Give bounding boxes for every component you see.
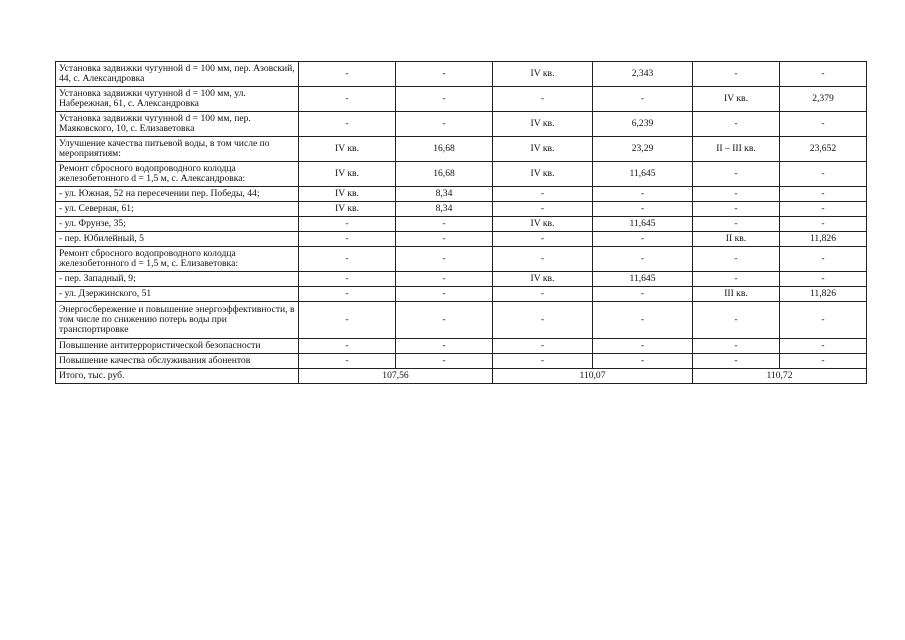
- cell: IV кв.: [493, 217, 593, 232]
- cell: 11,645: [593, 162, 693, 187]
- cell: -: [593, 339, 693, 354]
- cell: -: [493, 339, 593, 354]
- cell: -: [299, 247, 396, 272]
- cell: 8,34: [396, 187, 493, 202]
- cell: -: [299, 112, 396, 137]
- cell: -: [693, 162, 780, 187]
- cell: 6,239: [593, 112, 693, 137]
- cell: -: [396, 272, 493, 287]
- table-row: [56, 187, 867, 202]
- cell: 23,29: [593, 137, 693, 162]
- cell: -: [493, 354, 593, 369]
- cell: IV кв.: [299, 187, 396, 202]
- cell: -: [299, 232, 396, 247]
- row-name: Установка задвижки чугунной d = 100 мм, пер. Маяковского, 10, с. Елизаветовка: [56, 112, 299, 137]
- cell: -: [780, 187, 867, 202]
- table-row: [56, 287, 867, 302]
- cell: IV кв.: [493, 162, 593, 187]
- table-row: [56, 162, 867, 187]
- cell: III кв.: [693, 287, 780, 302]
- cell: 16,68: [396, 162, 493, 187]
- cell: II – III кв.: [693, 137, 780, 162]
- cell: -: [593, 287, 693, 302]
- row-name: Ремонт сбросного водопроводного колодца железобетонного d = 1,5 м, с. Елизаветовка:: [56, 247, 299, 272]
- cell: -: [780, 202, 867, 217]
- row-name: Установка задвижки чугунной d = 100 мм, пер. Азовский, 44, с. Александровка: [56, 62, 299, 87]
- table-row: [56, 62, 867, 87]
- table-row: [56, 87, 867, 112]
- cell: -: [693, 187, 780, 202]
- cell: -: [396, 247, 493, 272]
- cell: -: [693, 354, 780, 369]
- cell: IV кв.: [493, 112, 593, 137]
- cell: -: [693, 339, 780, 354]
- cell: -: [780, 302, 867, 339]
- cell: 11,826: [780, 287, 867, 302]
- cell: -: [780, 247, 867, 272]
- cell: -: [493, 87, 593, 112]
- cell: IV кв.: [299, 202, 396, 217]
- table-row: [56, 354, 867, 369]
- row-name: - ул. Фрунзе, 35;: [56, 217, 299, 232]
- cell: -: [299, 217, 396, 232]
- cell: -: [593, 354, 693, 369]
- cell: -: [396, 232, 493, 247]
- total-value: 110,72: [693, 369, 867, 384]
- cell: 11,826: [780, 232, 867, 247]
- cell: 2,343: [593, 62, 693, 87]
- cell: 16,68: [396, 137, 493, 162]
- table-row: [56, 247, 867, 272]
- table-row: [56, 272, 867, 287]
- row-name: - ул. Южная, 52 на пересечении пер. Победы, 44;: [56, 187, 299, 202]
- cell: -: [493, 247, 593, 272]
- cell: IV кв.: [693, 87, 780, 112]
- row-name: - ул. Дзержинского, 51: [56, 287, 299, 302]
- table-row: [56, 217, 867, 232]
- cell: -: [299, 272, 396, 287]
- cell: -: [780, 217, 867, 232]
- cell: -: [780, 112, 867, 137]
- cell: IV кв.: [299, 137, 396, 162]
- cell: -: [780, 272, 867, 287]
- row-name: Повышение антитеррористической безопасности: [56, 339, 299, 354]
- table-row: [56, 302, 867, 339]
- cell: -: [780, 62, 867, 87]
- cell: -: [693, 247, 780, 272]
- cell: -: [593, 87, 693, 112]
- row-name: - ул. Северная, 61;: [56, 202, 299, 217]
- cell: -: [693, 302, 780, 339]
- cell: -: [693, 62, 780, 87]
- cell: -: [593, 232, 693, 247]
- cell: 8,34: [396, 202, 493, 217]
- cell: IV кв.: [493, 137, 593, 162]
- total-value: 107,56: [299, 369, 493, 384]
- cell: -: [493, 302, 593, 339]
- cell: -: [693, 272, 780, 287]
- cell: -: [299, 87, 396, 112]
- cell: -: [493, 232, 593, 247]
- cell: -: [299, 354, 396, 369]
- row-name: Повышение качества обслуживания абонентов: [56, 354, 299, 369]
- row-name: Установка задвижки чугунной d = 100 мм, ул. Набережная, 61, с. Александровка: [56, 87, 299, 112]
- cell: -: [396, 87, 493, 112]
- cell: -: [780, 339, 867, 354]
- cell: -: [299, 302, 396, 339]
- table-row: [56, 112, 867, 137]
- cell: -: [299, 339, 396, 354]
- cell: -: [396, 217, 493, 232]
- cell: -: [396, 112, 493, 137]
- row-name: Ремонт сбросного водопроводного колодца железобетонного d = 1,5 м, с. Александровка:: [56, 162, 299, 187]
- cell: -: [493, 187, 593, 202]
- row-name: Улучшение качества питьевой воды, в том числе по мероприятиям:: [56, 137, 299, 162]
- total-label: Итого, тыс. руб.: [56, 369, 299, 384]
- cell: -: [299, 287, 396, 302]
- cell: -: [396, 302, 493, 339]
- cell: -: [396, 287, 493, 302]
- row-name: - пер. Западный, 9;: [56, 272, 299, 287]
- cell: -: [780, 354, 867, 369]
- cell: IV кв.: [493, 62, 593, 87]
- cell: -: [493, 202, 593, 217]
- row-name: - пер. Юбилейный, 5: [56, 232, 299, 247]
- cell: IV кв.: [493, 272, 593, 287]
- cell: -: [593, 202, 693, 217]
- investment-program-table: [55, 61, 867, 384]
- cell: -: [593, 187, 693, 202]
- table-row: [56, 202, 867, 217]
- cell: 23,652: [780, 137, 867, 162]
- cell: -: [593, 302, 693, 339]
- cell: -: [693, 202, 780, 217]
- cell: -: [693, 112, 780, 137]
- cell: -: [780, 162, 867, 187]
- table-row: [56, 339, 867, 354]
- cell: IV кв.: [299, 162, 396, 187]
- table-row: [56, 137, 867, 162]
- cell: 11,645: [593, 217, 693, 232]
- cell: -: [396, 62, 493, 87]
- cell: -: [693, 217, 780, 232]
- cell: -: [396, 339, 493, 354]
- cell: -: [493, 287, 593, 302]
- cell: II кв.: [693, 232, 780, 247]
- cell: 11,645: [593, 272, 693, 287]
- cell: -: [593, 247, 693, 272]
- table-row: [56, 232, 867, 247]
- total-row: [56, 369, 867, 384]
- cell: 2,379: [780, 87, 867, 112]
- total-value: 110,07: [493, 369, 693, 384]
- row-name: Энергосбережение и повышение энергоэффективности, в том числе по снижению потерь воды при транспортировке: [56, 302, 299, 339]
- cell: -: [299, 62, 396, 87]
- cell: -: [396, 354, 493, 369]
